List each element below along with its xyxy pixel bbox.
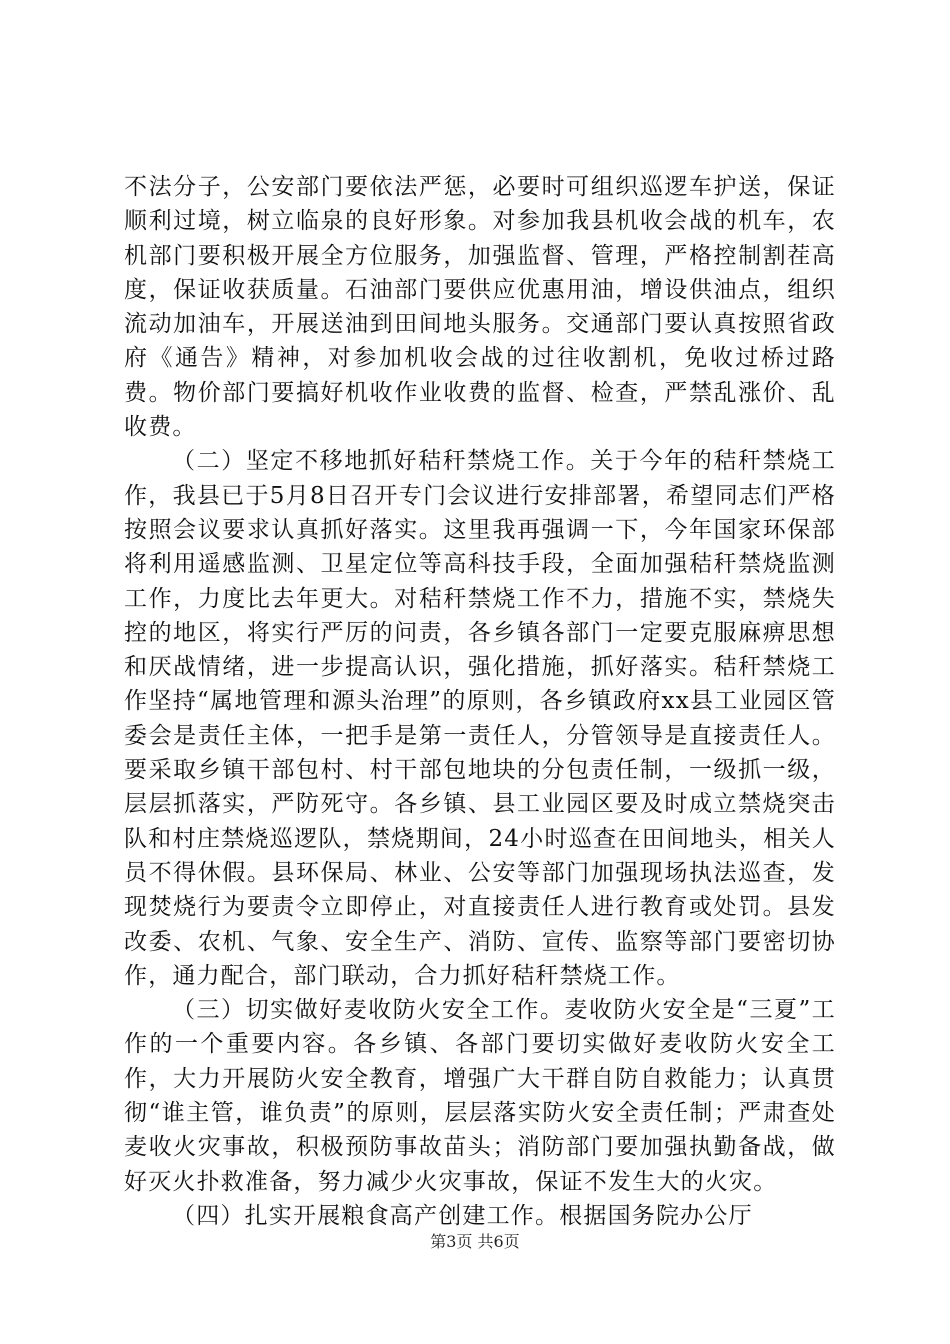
page-footer <box>0 1229 950 1252</box>
paragraph-3: （三）切实做好麦收防火安全工作。麦收防火安全是“三夏”工作的一个重要内容。各乡镇、各部门要切实做好麦收防火安全工作，大力开展防火安全教育，增强广大干群自防自救能力；认真贯彻“谁主管，谁负责”的原则，层层落实防火安全责任制；严肃查处麦收火灾事故，积极预防事故苗头；消防部门要加强执勤备战，做好灭火扑救准备，努力减少火灾事故，保证不发生大的火灾。 <box>124 997 836 1195</box>
paragraph-1: 不法分子，公安部门要依法严惩，必要时可组织巡逻车护送，保证顺利过境，树立临泉的良好形象。对参加我县机收会战的机车，农机部门要积极开展全方位服务，加强监督、管理，严格控制割茬高度，保证收获质量。石油部门要供应优惠用油，增设供油点，组织流动加油车，开展送油到田间地头服务。交通部门要认真按照省政府《通告》精神，对参加机收会战的过往收割机，免收过桥过路费。物价部门要搞好机收作业收费的监督、检查，严禁乱涨价、乱收费。 <box>124 174 836 441</box>
paragraph-4: （四）扎实开展粮食高产创建工作。根据国务院办公厅 <box>172 1202 753 1229</box>
paragraph-2: （二）坚定不移地抓好秸秆禁烧工作。关于今年的秸秆禁烧工作，我县已于5月8日召开专门会议进行安排部署，希望同志们严格按照会议要求认真抓好落实。这里我再强调一下，今年国家环保部将利用遥感监测、卫星定位等高科技手段，全面加强秸秆禁烧监测工作，力度比去年更大。对秸秆禁烧工作不力，措施不实，禁烧失控的地区，将实行严厉的问责，各乡镇各部门一定要克服麻痹思想和厌战情绪，进一步提高认识，强化措施，抓好落实。秸秆禁烧工作坚持“属地管理和源头治理”的原则，各乡镇政府xx县工业园区管委会是责任主体，一把手是第一责任人，分管领导是直接责任人。要采取乡镇干部包村、村干部包地块的分包责任制，一级抓一级，层层抓落实，严防死守。各乡镇、县工业园区要及时成立禁烧突击队和村庄禁烧巡逻队，禁烧期间，24小时巡查在田间地头，相关人员不得休假。县环保局、林业、公安等部门加强现场执法巡查，发现焚烧行为要责令立即停止，对直接责任人进行教育或处罚。县发改委、农机、气象、安全生产、消防、宣传、监察等部门要密切协作，通力配合，部门联动，合力抓好秸秆禁烧工作。 <box>124 448 836 989</box>
page-number-label: 第3页 共6页 <box>430 1232 520 1251</box>
document-body <box>124 170 836 1233</box>
